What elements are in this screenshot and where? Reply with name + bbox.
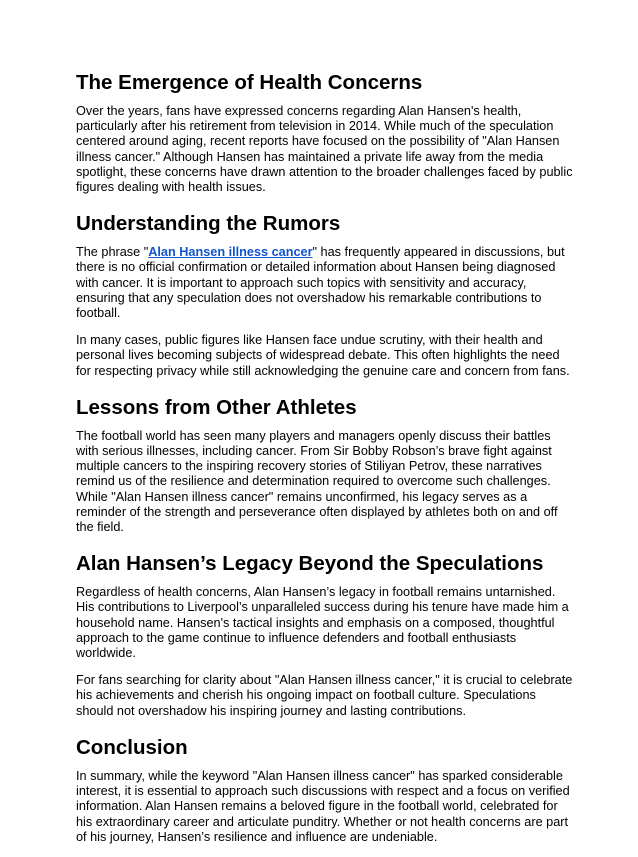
paragraph-text-after-link: " has frequently appeared in discussions, but there is no official confirmation or detailed information about Hansen being diagnosed with cancer. It is important to approach such topics with sensitivity and accuracy, ensuring that any speculation does not overshadow his remarkable contributions to football. [76, 245, 565, 321]
body-paragraph: For fans searching for clarity about "Alan Hansen illness cancer," it is crucial to celebrate his achievements and cherish his ongoing impact on football culture. Speculations should not overshadow his inspiring journey and lasting contributions. [76, 673, 573, 718]
section-other-athletes [76, 396, 576, 535]
section-heading: Conclusion [76, 735, 188, 759]
section-legacy [76, 552, 576, 719]
section-health-concerns [76, 71, 576, 195]
body-paragraph: In many cases, public figures like Hansen face undue scrutiny, with their health and personal lives becoming subjects of widespread debate. This often highlights the need for respecting privacy while still acknowledging the genuine care and concern from fans. [76, 333, 570, 378]
section-conclusion [76, 736, 576, 845]
body-paragraph: Over the years, fans have expressed concerns regarding Alan Hansen's health, particularly after his retirement from television in 2014. While much of the speculation centered around aging, recent reports have focused on the possibility of "Alan Hansen illness cancer." Although Hansen has maintained a private life away from the media spotlight, these concerns have drawn attention to the broader challenges faced by public figures dealing with health issues. [76, 104, 573, 195]
paragraph-text-before-link: The phrase " [76, 245, 149, 260]
section-heading: The Emergence of Health Concerns [76, 71, 423, 94]
document-page [76, 71, 576, 857]
section-heading: Lessons from Other Athletes [76, 395, 357, 419]
body-paragraph: In summary, while the keyword "Alan Hansen illness cancer" has sparked considerable interest, it is essential to approach such discussions with respect and a focus on verified information. Alan Hansen remains a beloved figure in the football world, celebrated for his extraordinary career and articulate punditry. Whether or not health concerns are part of his journey, Hansen’s resilience and influence are undeniable. [76, 768, 570, 844]
section-heading: Alan Hansen’s Legacy Beyond the Speculations [76, 552, 544, 576]
section-heading: Understanding the Rumors [76, 212, 341, 236]
body-paragraph-with-link [76, 245, 576, 321]
body-paragraph: Regardless of health concerns, Alan Hansen’s legacy in football remains untarnished. His contributions to Liverpool’s unparalleled success during his tenure have made him a household name. Hansen's tactical insights and emphasis on a composed, thoughtful approach to the game continue to influence defenders and football enthusiasts worldwide. [76, 585, 569, 661]
alan-hansen-illness-cancer-link[interactable]: Alan Hansen illness cancer [148, 245, 313, 260]
body-paragraph: The football world has seen many players and managers openly discuss their battles with serious illnesses, including cancer. From Sir Bobby Robson’s brave fight against multiple cancers to the inspiring recovery stories of Stiliyan Petrov, these narratives remind us of the resilience and determination required to overcome such challenges. While "Alan Hansen illness cancer" remains unconfirmed, his legacy serves as a reminder of the strength and perseverance often displayed by athletes both on and off the field. [76, 428, 558, 535]
section-understanding-rumors [76, 212, 576, 379]
